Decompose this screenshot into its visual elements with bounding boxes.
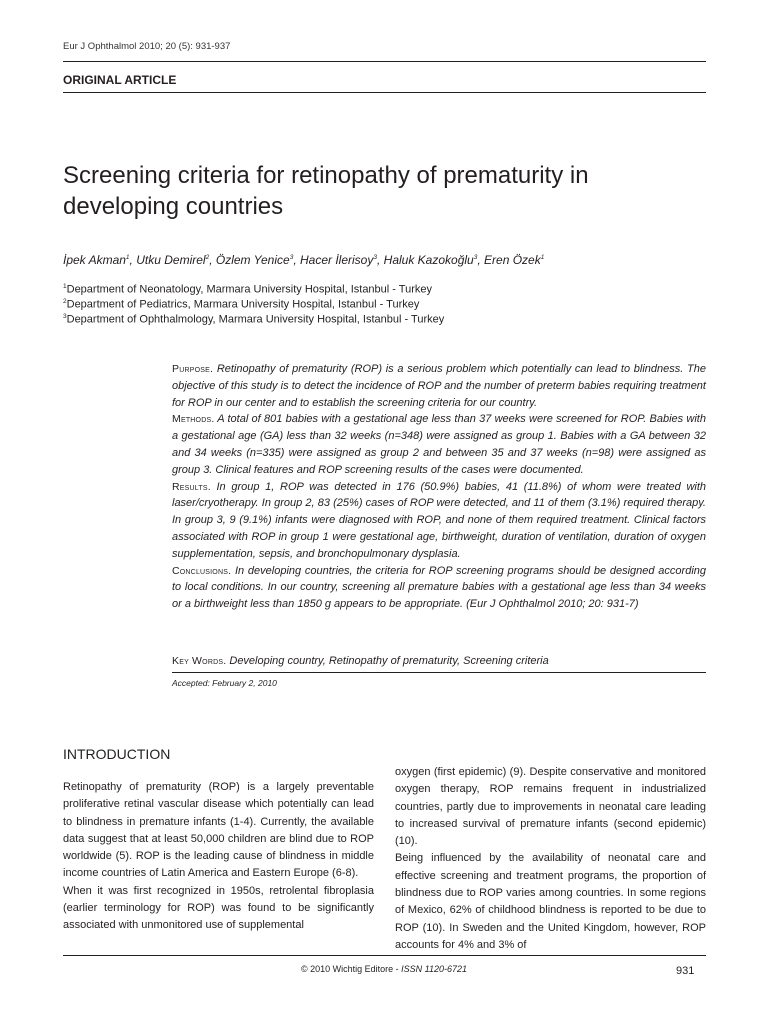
header-rule (63, 61, 706, 62)
accepted-date: Accepted: February 2, 2010 (172, 678, 277, 688)
article-title: Screening criteria for retinopathy of prematurity in developing countries (63, 162, 589, 220)
abstract-conclusions-text: In developing countries, the criteria for ROP screening programs should be designed according to local conditions. In our country, screening all premature babies with a gestational age less than 34 weeks or a birthweight less than 1850 g appears to be appropriate. (Eur J Ophthalmol 2010; 20: 931-7) (172, 564, 706, 611)
abstract-purpose-label: Purpose. (172, 363, 214, 375)
abstract-methods (172, 411, 706, 478)
author-separator: , (293, 253, 300, 267)
affiliation-mark: 1 (63, 283, 67, 290)
keywords-text: Developing country, Retinopathy of prematurity, Screening criteria (229, 655, 549, 667)
author-affiliation-mark: 2 (205, 254, 210, 261)
section-label: ORIGINAL ARTICLE (63, 73, 177, 87)
author-name: İpek Akman (63, 253, 126, 267)
footer-rule (63, 955, 706, 956)
introduction-right-column (395, 764, 706, 954)
copyright-text: © 2010 Wichtig Editore - (300, 964, 402, 974)
affiliation (63, 283, 432, 296)
author-affiliation-mark: 3 (473, 254, 478, 261)
abstract-methods-label: Methods. (172, 413, 215, 426)
paragraph: oxygen (first epidemic) (9). Despite conservative and monitored oxygen therapy, ROP remains frequent in industrialized countries, partly due to improvements in neonatal care leading to increased survival of premature infants (second epidemic) (10). (395, 766, 706, 848)
author-name: Eren Özek (484, 253, 541, 267)
page-number: 931 (676, 965, 695, 977)
abstract-methods-text: A total of 801 babies with a gestational age less than 37 weeks were screened for ROP. Babies with a gestational age (GA) less than 32 weeks (n=348) were assigned as group 1. Babies with a GA between 32 and 34 weeks (n=335) were assigned as group 2 and between 35 and 37 weeks (n=98) were assigned as group 3. Clinical features and ROP screening results of the cases were documented. (172, 413, 706, 476)
author-name: Hacer İlerisoy (300, 253, 374, 267)
abstract-results (172, 479, 706, 563)
abstract-results-text: In group 1, ROP was detected in 176 (50.9%) babies, 41 (11.8%) of whom were treated with laser/cryotherapy. In group 2, 83 (25%) cases of ROP were detected, and 11 of them (3.1%) required therapy. In group 3, 9 (9.1%) infants were diagnosed with ROP, and none of them required treatment. Clinical factors associated with ROP in group 1 were gestational age, birthweight, duration of ventilation, duration of oxygen supplementation, sepsis, and bronchopulmonary dysplasia. (172, 480, 706, 560)
author-list (63, 253, 544, 267)
paragraph: Retinopathy of prematurity (ROP) is a largely preventable proliferative retinal vascular disease which potentially can lead to blindness in premature infants (1-4). Currently, the available data suggest that at least 50,000 children are blind due to ROP worldwide (5). ROP is the leading cause of blindness in middle income countries of Latin America and Eastern Europe (6-8). (63, 781, 374, 880)
affiliation-text: Department of Pediatrics, Marmara University Hospital, Istanbul - Turkey (66, 298, 420, 311)
abstract-purpose-text: Retinopathy of prematurity (ROP) is a serious problem which potentially can lead to blindness. The objective of this study is to detect the incidence of ROP and the number of preterm babies requiring treatment for ROP in our center and to establish the screening criteria for our country. (172, 363, 706, 409)
section-rule (63, 92, 706, 93)
affiliation-mark: 3 (63, 313, 67, 320)
keywords (172, 653, 706, 670)
abstract-rule (172, 672, 706, 673)
author-affiliation-mark: 1 (540, 254, 545, 261)
abstract-conclusions (172, 563, 706, 613)
author-separator: , (129, 253, 137, 267)
author-separator: , (477, 253, 485, 267)
abstract (172, 361, 706, 613)
issn-text: ISSN 1120-6721 (401, 964, 468, 974)
affiliation (63, 313, 444, 326)
author-separator: , (376, 253, 384, 267)
affiliation-mark: 2 (63, 298, 67, 305)
author-name: Özlem Yenice (215, 253, 290, 267)
abstract-results-label: Results. (172, 480, 211, 493)
keywords-label: Key Words. (172, 655, 227, 667)
author-affiliation-mark: 1 (125, 254, 130, 261)
abstract-conclusions-label: Conclusions. (172, 564, 232, 577)
abstract-purpose (172, 361, 706, 411)
journal-reference: Eur J Ophthalmol 2010; 20 (5): 931-937 (63, 41, 231, 52)
affiliation-text: Department of Ophthalmology, Marmara University Hospital, Istanbul - Turkey (66, 313, 445, 326)
author-name: Utku Demirel (136, 253, 206, 267)
introduction-left-column (63, 779, 374, 935)
introduction-heading: INTRODUCTION (63, 746, 171, 762)
copyright-notice (0, 964, 768, 974)
paragraph: When it was first recognized in 1950s, retrolental fibroplasia (earlier terminology for ROP) was found to be significantly associated with unmonitored use of supplemental (63, 884, 374, 932)
author-affiliation-mark: 3 (373, 254, 377, 261)
affiliation (63, 298, 419, 311)
affiliation-text: Department of Neonatology, Marmara University Hospital, Istanbul - Turkey (66, 283, 433, 296)
author-affiliation-mark: 3 (289, 254, 294, 261)
author-separator: , (209, 253, 216, 267)
paragraph: Being influenced by the availability of neonatal care and effective screening and treatment programs, the proportion of blindness due to ROP varies among countries. In some regions of Mexico, 62% of childhood blindness is reported to be due to ROP (10). In Sweden and the United Kingdom, however, ROP accounts for 4% and 3% of (395, 852, 706, 951)
author-name: Haluk Kazokoğlu (383, 253, 474, 267)
